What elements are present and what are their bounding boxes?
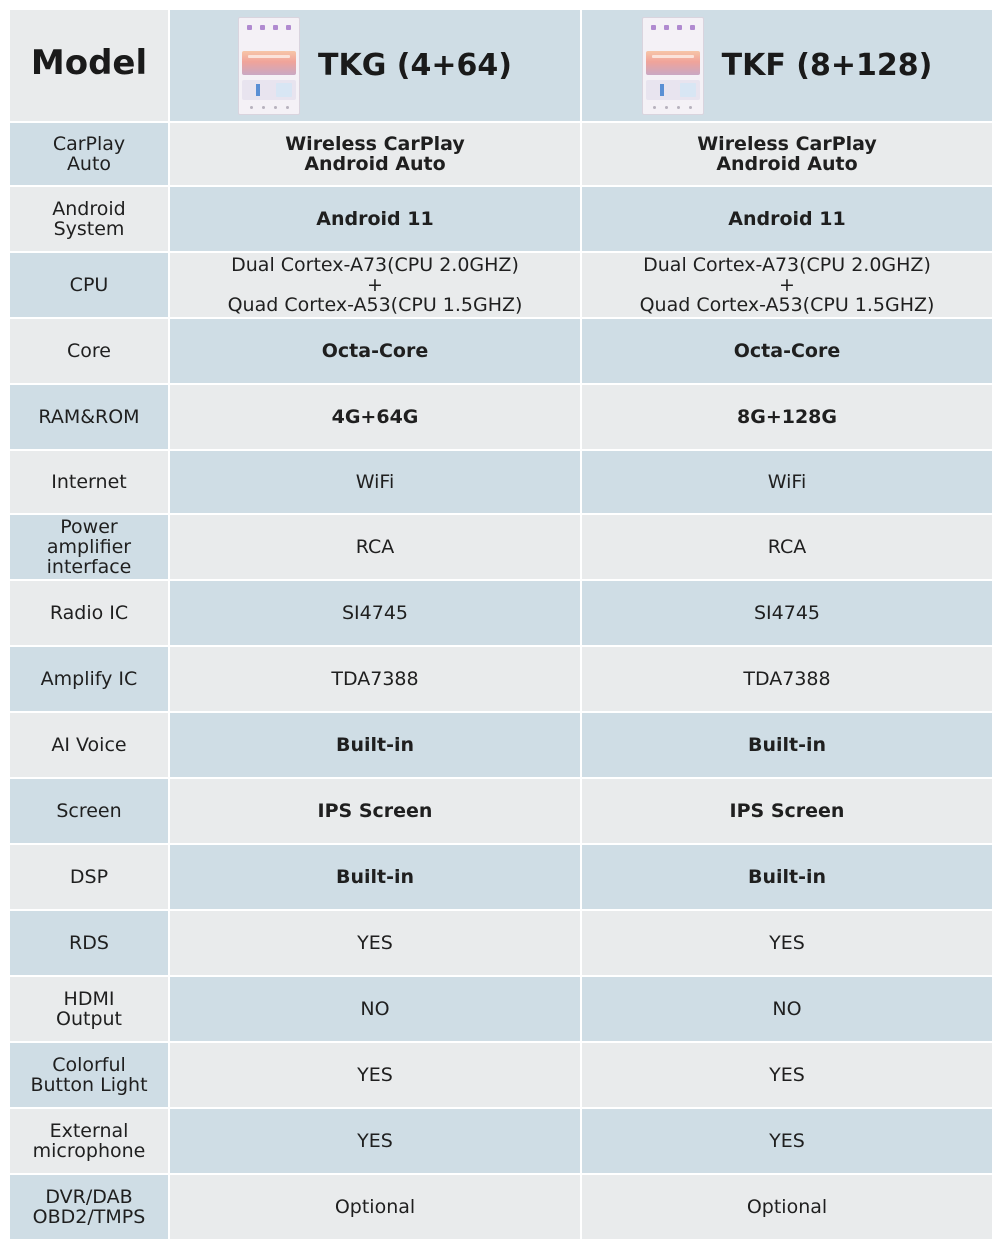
spec-value-text: Android 11 (728, 208, 846, 230)
spec-row (9, 1108, 993, 1174)
spec-row (9, 778, 993, 844)
spec-label: CarPlay (52, 133, 126, 155)
spec-value-tkf (581, 122, 993, 186)
spec-value-text: Wireless CarPlay (697, 133, 877, 155)
spec-value-tkg (169, 122, 581, 186)
spec-value-text: Optional (334, 1196, 416, 1218)
spec-value-tkf (581, 1108, 993, 1174)
spec-value-tkf (581, 384, 993, 450)
spec-row (9, 252, 993, 318)
spec-value-tkf (581, 778, 993, 844)
spec-row (9, 976, 993, 1042)
spec-value-tkf (581, 646, 993, 712)
spec-value-text: IPS Screen (729, 800, 845, 822)
spec-label-cell (9, 186, 169, 252)
spec-value-text: Built-in (335, 734, 415, 756)
spec-label-cell (9, 252, 169, 318)
spec-value-text: Wireless CarPlay (285, 133, 465, 155)
spec-value-text: RCA (355, 536, 395, 558)
spec-value-tkf (581, 1174, 993, 1240)
spec-value-text: Built-in (747, 734, 827, 756)
head-unit-device-icon (238, 17, 300, 115)
spec-label-cell (9, 514, 169, 580)
spec-label: DSP (69, 866, 109, 888)
spec-row (9, 1174, 993, 1240)
spec-value-text: Optional (746, 1196, 828, 1218)
spec-label: RDS (69, 932, 109, 954)
spec-label: Amplify IC (40, 668, 138, 690)
spec-row (9, 844, 993, 910)
spec-value-tkg (169, 318, 581, 384)
spec-value-text: NO (360, 998, 390, 1020)
spec-comparison-table (8, 8, 994, 1241)
spec-label-cell (9, 712, 169, 778)
spec-label: CPU (69, 274, 109, 296)
spec-label: interface (46, 556, 132, 578)
spec-value-text: RCA (767, 536, 807, 558)
spec-value-text: Octa-Core (321, 340, 429, 362)
spec-value-text: WiFi (355, 471, 395, 493)
spec-label-cell (9, 646, 169, 712)
spec-label-cell (9, 844, 169, 910)
spec-value-tkf (581, 186, 993, 252)
spec-value-text: WiFi (767, 471, 807, 493)
spec-label-cell (9, 450, 169, 514)
spec-row (9, 450, 993, 514)
spec-value-tkg (169, 844, 581, 910)
spec-value-text: Dual Cortex-A73(CPU 2.0GHZ) (643, 254, 931, 276)
head-unit-device-icon (642, 17, 704, 115)
spec-label: OBD2/TMPS (32, 1206, 146, 1228)
spec-value-tkf (581, 252, 993, 318)
spec-row (9, 514, 993, 580)
spec-label: Power (60, 516, 118, 538)
spec-value-text: IPS Screen (317, 800, 433, 822)
spec-value-text: Android Auto (304, 153, 446, 175)
spec-label: Output (56, 1008, 122, 1030)
spec-value-tkf (581, 712, 993, 778)
spec-label-cell (9, 384, 169, 450)
spec-value-text: YES (769, 932, 805, 954)
spec-value-tkf (581, 514, 993, 580)
spec-value-tkf (581, 318, 993, 384)
spec-label: microphone (32, 1140, 146, 1162)
spec-value-tkg (169, 186, 581, 252)
header-row (9, 9, 993, 122)
spec-value-tkf (581, 580, 993, 646)
spec-value-text: Quad Cortex-A53(CPU 1.5GHZ) (227, 294, 523, 316)
spec-label-cell (9, 778, 169, 844)
spec-value-text: YES (769, 1064, 805, 1086)
spec-value-text: TDA7388 (743, 668, 831, 690)
model-name-tkg: TKG (4+64) (318, 47, 512, 83)
spec-label-cell (9, 318, 169, 384)
spec-value-text: Octa-Core (733, 340, 841, 362)
spec-value-text: Quad Cortex-A53(CPU 1.5GHZ) (639, 294, 935, 316)
spec-value-tkg (169, 384, 581, 450)
spec-value-tkf (581, 450, 993, 514)
spec-value-tkg (169, 514, 581, 580)
spec-value-text: Built-in (335, 866, 415, 888)
spec-label: Screen (56, 800, 122, 822)
spec-row (9, 384, 993, 450)
spec-label: External (49, 1120, 129, 1142)
spec-row (9, 910, 993, 976)
spec-value-text: SI4745 (753, 602, 821, 624)
spec-label: Auto (66, 153, 112, 175)
spec-value-text: + (367, 274, 383, 296)
model-column-tkg (169, 9, 581, 122)
spec-value-tkg (169, 910, 581, 976)
spec-value-text: SI4745 (341, 602, 409, 624)
spec-label-cell (9, 1042, 169, 1108)
spec-value-tkg (169, 1108, 581, 1174)
spec-label-cell (9, 580, 169, 646)
spec-label: Radio IC (49, 602, 129, 624)
spec-label: Android (52, 198, 126, 220)
spec-row (9, 580, 993, 646)
spec-value-text: + (779, 274, 795, 296)
spec-value-tkf (581, 910, 993, 976)
spec-value-text: Dual Cortex-A73(CPU 2.0GHZ) (231, 254, 519, 276)
spec-row (9, 186, 993, 252)
spec-row (9, 646, 993, 712)
spec-label: AI Voice (51, 734, 127, 756)
spec-row (9, 1042, 993, 1108)
spec-row (9, 318, 993, 384)
spec-label-cell (9, 1174, 169, 1240)
spec-value-tkg (169, 580, 581, 646)
spec-value-text: Android 11 (316, 208, 434, 230)
spec-value-text: Built-in (747, 866, 827, 888)
model-name-tkf: TKF (8+128) (721, 47, 933, 83)
spec-value-tkf (581, 976, 993, 1042)
spec-label: RAM&ROM (38, 406, 140, 428)
spec-label: Core (67, 340, 111, 362)
spec-value-tkg (169, 1174, 581, 1240)
spec-value-tkg (169, 778, 581, 844)
spec-value-tkf (581, 1042, 993, 1108)
spec-label: Button Light (30, 1074, 148, 1096)
spec-label-cell (9, 910, 169, 976)
spec-value-text: YES (357, 1130, 393, 1152)
spec-value-tkg (169, 712, 581, 778)
spec-value-tkg (169, 976, 581, 1042)
model-column-tkf (581, 9, 993, 122)
spec-value-tkf (581, 844, 993, 910)
spec-value-text: Android Auto (716, 153, 858, 175)
spec-label-cell (9, 976, 169, 1042)
spec-label: HDMI (63, 988, 115, 1010)
spec-value-text: 8G+128G (737, 406, 837, 428)
spec-label: amplifier (46, 536, 132, 558)
spec-value-tkg (169, 450, 581, 514)
spec-label-cell (9, 122, 169, 186)
spec-value-tkg (169, 646, 581, 712)
spec-label: DVR/DAB (45, 1186, 133, 1208)
spec-label: Colorful (52, 1054, 126, 1076)
spec-value-tkg (169, 252, 581, 318)
spec-value-tkg (169, 1042, 581, 1108)
spec-value-text: TDA7388 (331, 668, 419, 690)
spec-row (9, 712, 993, 778)
spec-row (9, 122, 993, 186)
spec-label: System (53, 218, 125, 240)
spec-value-text: YES (357, 1064, 393, 1086)
model-header-label: Model (30, 43, 148, 83)
spec-value-text: YES (357, 932, 393, 954)
spec-label-cell (9, 1108, 169, 1174)
spec-value-text: 4G+64G (331, 406, 419, 428)
spec-value-text: NO (772, 998, 802, 1020)
model-header-cell (9, 9, 169, 122)
spec-label: Internet (51, 471, 127, 493)
spec-value-text: YES (769, 1130, 805, 1152)
